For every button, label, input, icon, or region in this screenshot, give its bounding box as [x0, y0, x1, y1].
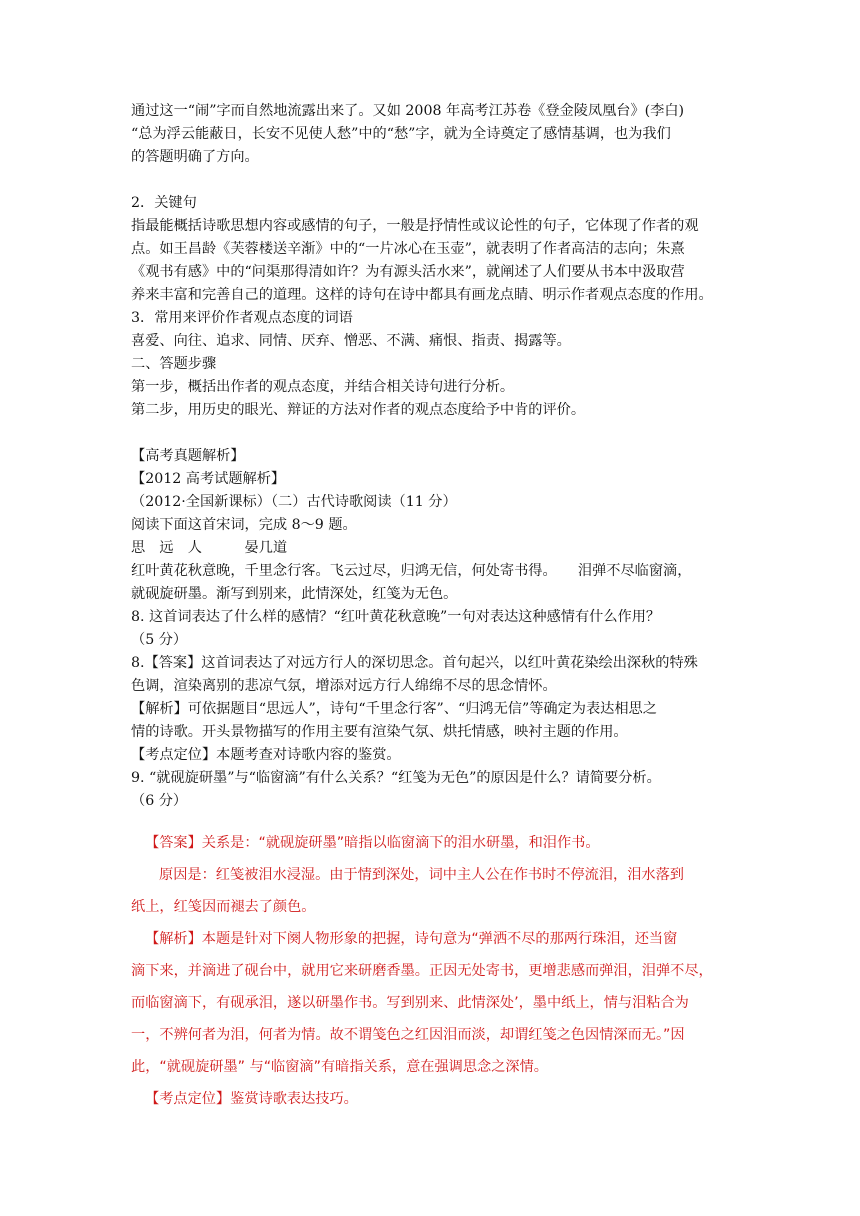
text-line: 《观书有感》中的“问渠那得清如许？为有源头活水来”，就阐述了人们要从书本中汲取营 — [131, 264, 685, 280]
answer-line: 色调，渲染离别的悲凉气氛，增添对远方行人绵绵不尽的思念情怀。 — [131, 678, 557, 694]
exam-subheading: 【2012 高考试题解析】 — [131, 471, 286, 487]
answer-line: 8.【答案】这首词表达了对远方行人的深切思念。首句起兴，以红叶黄花染绘出深秋的特殊 — [131, 655, 698, 671]
q9-analysis-line: 滴下来，并滴进了砚台中，就用它来研磨香墨。正因无处寄书，更增悲感而弹泪，泪弹不尽， — [131, 963, 713, 979]
document-page — [131, 100, 731, 1115]
exam-source: （2012·全国新课标）（二）古代诗歌阅读（11 分） — [131, 494, 457, 510]
text-line: “总为浮云能蔽日，长安不见使人愁”中的“愁”字，就为全诗奠定了感情基调，也为我们 — [131, 126, 671, 142]
step-two: 第二步，用历史的眼光、辩证的方法对作者的观点态度给予中肯的评价。 — [131, 402, 586, 418]
poem-line: 就砚旋研墨。渐写到别来，此情深处，红笺为无色。 — [131, 586, 458, 602]
section-title-steps: 二、答题步骤 — [131, 356, 217, 372]
q9-analysis-line: 而临窗滴下，有砚承泪，遂以研墨作书。写到别来、此情深处’，墨中纸上，情与泪粘合为 — [131, 995, 689, 1011]
q9-analysis-line: 【解析】本题是针对下阕人物形象的把握，诗句意为“弹洒不尽的那两行珠泪，还当窗 — [145, 931, 678, 947]
question-9-answer-block — [131, 827, 731, 1115]
exam-instruction: 阅读下面这首宋词，完成 8～9 题。 — [131, 517, 357, 533]
question-8-point: 【考点定位】本题考查对诗歌内容的鉴赏。 — [131, 747, 401, 763]
attitude-words: 喜爱、向往、追求、同情、厌弃、憎恶、不满、痛恨、指责、揭露等。 — [131, 333, 571, 349]
q9-point: 【考点定位】鉴赏诗歌表达技巧。 — [145, 1091, 358, 1107]
question-8 — [131, 606, 731, 652]
question-9 — [131, 767, 731, 813]
text-line: 指最能概括诗歌思想内容或感情的句子，一般是抒情性或议论性的句子，它体现了作者的观 — [131, 218, 699, 234]
text-line: 的答题明确了方向。 — [131, 149, 259, 165]
q9-analysis-line: 一，不辨何者为泪，何者为情。故不谓笺色之红因泪而淡，却谓红笺之色因情深而无。”因 — [131, 1027, 685, 1043]
question-line: （5 分） — [131, 632, 188, 648]
poem-text — [131, 560, 731, 606]
step-one: 第一步，概括出作者的观点态度，并结合相关诗句进行分析。 — [131, 379, 515, 395]
text-line: 养来丰富和完善自己的道理。这样的诗句在诗中都具有画龙点睛、明示作者观点态度的作用。 — [131, 287, 713, 303]
q9-analysis-line: 此，“就砚旋研墨” 与“临窗滴”有暗指关系，意在强调思念之深情。 — [131, 1059, 548, 1075]
question-8-analysis — [131, 698, 731, 744]
q9-reason-line: 纸上，红笺因而褪去了颜色。 — [131, 899, 316, 915]
question-line: 9. “就砚旋研墨”与“临窗滴”有什么关系？“红笺为无色”的原因是什么？请简要分析。 — [131, 770, 661, 786]
exam-heading: 【高考真题解析】 — [131, 448, 245, 464]
q9-answer: 【答案】关系是：“就砚旋研墨”暗指以临窗滴下的泪水研墨，和泪作书。 — [145, 835, 600, 851]
text-line: 点。如王昌龄《芙蓉楼送辛渐》中的“一片冰心在玉壶”，就表明了作者高洁的志向；朱熹 — [131, 241, 685, 257]
analysis-line: 情的诗歌。开头景物描写的作用主要有渲染气氛、烘托情感，映衬主题的作用。 — [131, 724, 628, 740]
poem-line: 红叶黄花秋意晚，千里念行客。飞云过尽，归鸿无信，何处寄书得。 泪弹不尽临窗滴， — [131, 563, 692, 579]
paragraph-intro — [131, 100, 731, 169]
analysis-line: 【解析】可依据题目“思远人”，诗句“千里念行客”、“归鸿无信”等确定为表达相思之 — [131, 701, 657, 717]
question-line: （6 分） — [131, 793, 188, 809]
q9-reason-line: 原因是：红笺被泪水浸湿。由于情到深处，词中主人公在作书时不停流泪，泪水落到 — [159, 867, 684, 883]
text-line: 通过这一“闹”字而自然地流露出来了。又如 2008 年高考江苏卷《登金陵凤凰台》(李白) — [131, 103, 685, 119]
paragraph-key-sentence — [131, 215, 731, 307]
section-title-key-sentence: 2．关键句 — [131, 195, 197, 211]
question-8-answer — [131, 652, 731, 698]
poem-title: 思 远 人 晏几道 — [131, 540, 288, 556]
section-title-attitude-words: 3．常用来评价作者观点态度的词语 — [131, 310, 353, 326]
question-line: 8. 这首词表达了什么样的感情？“红叶黄花秋意晚”一句对表达这种感情有什么作用？ — [131, 609, 661, 625]
